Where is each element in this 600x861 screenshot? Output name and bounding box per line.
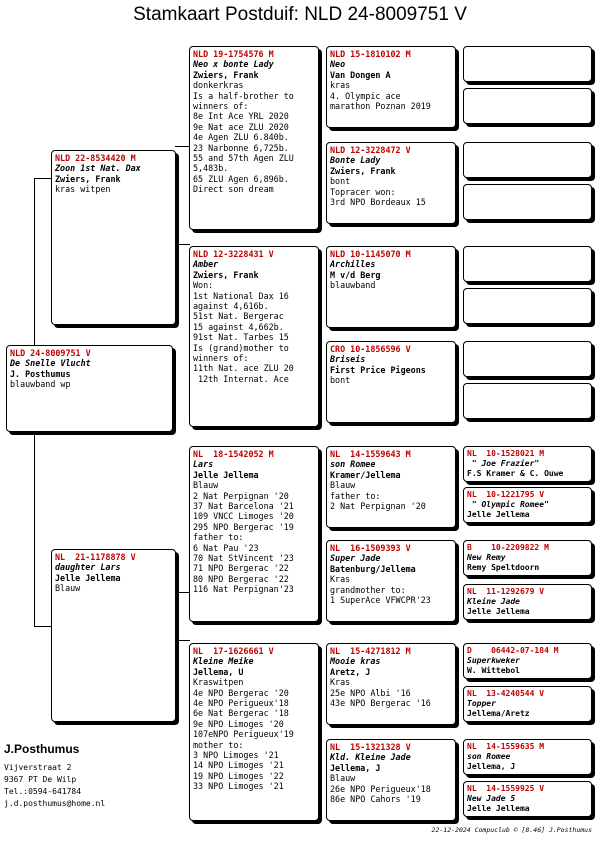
pigeon-info-line: 25e NPO Albi '16 bbox=[330, 687, 411, 698]
pigeon-name: Kld. Kleine Jade bbox=[330, 752, 411, 763]
pigeon-owner: Jelle Jellema bbox=[55, 572, 121, 583]
pigeon-info-line: 9e NPO Limoges '20 bbox=[193, 718, 284, 729]
pigeon-info-line: father to: bbox=[330, 490, 381, 501]
connector-line bbox=[34, 178, 35, 345]
pigeon-owner: Jelle Jellema bbox=[467, 804, 530, 813]
pigeon-info-line: Blauw bbox=[193, 480, 219, 491]
pigeon-info-line: Won: bbox=[193, 280, 214, 291]
pigeon-card-mfm bbox=[326, 540, 456, 622]
pigeon-info-line: 80 NPO Bergerac '22 bbox=[193, 573, 289, 584]
pigeon-owner: F.S Kramer & C. Ouwe bbox=[467, 469, 564, 478]
pigeon-info-line: 109 VNCC Limoges '20 bbox=[193, 511, 294, 522]
pigeon-info-line: Kraswitpen bbox=[193, 677, 244, 688]
pigeon-info-line: 37 Nat Barcelona '21 bbox=[193, 501, 294, 512]
ring-number: NLD 12-3228431 V bbox=[193, 249, 274, 259]
ring-number: NL 13-4240544 V bbox=[467, 689, 545, 698]
pigeon-info-line: 3rd NPO Bordeaux 15 bbox=[330, 197, 426, 208]
pigeon-name: Topper bbox=[467, 699, 496, 708]
pigeon-owner: Jelle Jellema bbox=[467, 510, 530, 519]
ring-number: NL 15-4271812 M bbox=[330, 646, 411, 656]
pigeon-info-line: 6e Nat Bergerac '18 bbox=[193, 708, 289, 719]
pigeon-owner: Jellema, U bbox=[193, 666, 244, 677]
pigeon-name: Kleine Meike bbox=[193, 656, 254, 667]
pigeon-name: Zoon 1st Nat. Dax bbox=[55, 163, 141, 174]
pigeon-info-line: 71 NPO Bergerac '22 bbox=[193, 563, 289, 574]
pigeon-info-line: 1st National Dax 16 bbox=[193, 290, 289, 301]
pigeon-info-line: 65 ZLU Agen 6,896b. bbox=[193, 173, 289, 184]
ring-number: NL 11-1292679 V bbox=[467, 587, 545, 596]
pigeon-card-empty bbox=[463, 383, 592, 419]
connector-line bbox=[175, 592, 190, 593]
breeder-name: J.Posthumus bbox=[4, 742, 80, 756]
connector-line bbox=[175, 146, 190, 147]
pigeon-owner: Zwiers, Frank bbox=[55, 173, 121, 184]
pigeon-info-line: kras bbox=[330, 80, 351, 91]
pigeon-card-empty bbox=[463, 288, 592, 324]
breeder-city: 9367 PT De Wilp bbox=[4, 775, 77, 784]
pigeon-info-line: 6 Nat Pau '23 bbox=[193, 542, 259, 553]
breeder-address: Vijverstraat 2 bbox=[4, 763, 72, 772]
pigeon-info-line: bont bbox=[330, 375, 351, 386]
pigeon-owner: Zwiers, Frank bbox=[330, 165, 396, 176]
pigeon-info-line: 5,483b. bbox=[193, 163, 229, 174]
breeder-email: j.d.posthumus@home.nl bbox=[4, 799, 106, 808]
ring-number: NLD 15-1810102 M bbox=[330, 49, 411, 59]
pigeon-card-ff bbox=[189, 46, 319, 230]
pigeon-info-line: 107eNPO Perigueux'19 bbox=[193, 729, 294, 740]
pigeon-info-line: Is a half-brother to bbox=[193, 90, 294, 101]
pigeon-name: Kleine Jade bbox=[467, 597, 520, 606]
connector-line bbox=[175, 244, 190, 245]
pigeon-card-fmm bbox=[326, 341, 456, 423]
pigeon-info-line: 1 SuperAce VFWCPR'23 bbox=[330, 595, 431, 606]
pigeon-info-line: 14 NPO Limoges '21 bbox=[193, 760, 284, 771]
pigeon-card-g4 bbox=[463, 643, 592, 679]
pigeon-info-line: 4e NPO Perigueux'18 bbox=[193, 698, 289, 709]
pigeon-name: Neo x bonte Lady bbox=[193, 59, 274, 70]
pigeon-name: New Jade 5 bbox=[467, 794, 516, 803]
ring-number: NLD 10-1145070 M bbox=[330, 249, 411, 259]
connector-line bbox=[34, 626, 52, 627]
pigeon-info-line: Kras bbox=[330, 574, 351, 585]
ring-number: NL 15-1321328 V bbox=[330, 742, 411, 752]
ring-number: NL 16-1509393 V bbox=[330, 543, 411, 553]
pigeon-owner: Jellema/Aretz bbox=[467, 709, 530, 718]
pigeon-info-line: 26e NPO Perigueux'18 bbox=[330, 783, 431, 794]
pigeon-info-line: 4. Olympic ace bbox=[330, 90, 401, 101]
ring-number: NL 10-1221795 V bbox=[467, 490, 545, 499]
pigeon-owner: Zwiers, Frank bbox=[193, 69, 259, 80]
pigeon-owner: M v/d Berg bbox=[330, 269, 381, 280]
breeder-phone: Tel.:0594-641784 bbox=[4, 787, 82, 796]
pigeon-info-line: 33 NPO Limoges '21 bbox=[193, 781, 284, 792]
ring-number: NLD 22-8534420 M bbox=[55, 153, 136, 163]
pigeon-info-line: Is (grand)mother to bbox=[193, 342, 289, 353]
pigeon-info-line: Topracer won: bbox=[330, 186, 396, 197]
pigeon-owner: First Price Pigeons bbox=[330, 364, 426, 375]
pigeon-card-g4 bbox=[463, 584, 592, 620]
pigeon-info-line: father to: bbox=[193, 532, 244, 543]
pigeon-info-line: 116 Nat Perpignan'23 bbox=[193, 584, 294, 595]
pigeon-card-mm bbox=[189, 643, 319, 821]
pigeon-card-mmf bbox=[326, 643, 456, 725]
pigeon-card-g4 bbox=[463, 446, 592, 482]
pigeon-info-line: 23 Narbonne 6,725b. bbox=[193, 142, 289, 153]
pigeon-owner: Aretz, J bbox=[330, 666, 371, 677]
pigeon-card-mmm bbox=[326, 739, 456, 821]
pigeon-name: son Romee bbox=[330, 459, 376, 470]
pigeon-owner: W. Wittebol bbox=[467, 666, 520, 675]
pigeon-name: Briseis bbox=[330, 354, 366, 365]
pigeon-card-ffm bbox=[326, 142, 456, 224]
page-title: Stamkaart Postduif: NLD 24-8009751 V bbox=[133, 4, 467, 25]
pigeon-card-empty bbox=[463, 341, 592, 377]
ring-number: NL 10-1528021 M bbox=[467, 449, 545, 458]
pigeon-card-empty bbox=[463, 184, 592, 220]
pigeon-info-line: blauwband bbox=[330, 280, 376, 291]
pigeon-info-line: 11th Nat. ace ZLU 20 bbox=[193, 363, 294, 374]
pigeon-info-line: Blauw bbox=[330, 773, 356, 784]
ring-number: NL 18-1542052 M bbox=[193, 449, 274, 459]
pigeon-info-line: 43e NPO Bergerac '16 bbox=[330, 698, 431, 709]
pigeon-card-g4 bbox=[463, 686, 592, 722]
pigeon-name: Amber bbox=[193, 259, 219, 270]
ring-number: NL 21-1178878 V bbox=[55, 552, 136, 562]
ring-number: NL 14-1559643 M bbox=[330, 449, 411, 459]
pigeon-info-line: 12th Internat. Ace bbox=[193, 373, 289, 384]
pigeon-info-line: Kras bbox=[330, 677, 351, 688]
pigeon-name: Archilles bbox=[330, 259, 376, 270]
pigeon-card-fff bbox=[326, 46, 456, 128]
pigeon-name: " Olympic Romee" bbox=[467, 500, 549, 509]
pigeon-owner: Jelle Jellema bbox=[467, 607, 530, 616]
pigeon-name: son Romee bbox=[467, 752, 511, 761]
pigeon-info-line: 51st Nat. Bergerac bbox=[193, 311, 284, 322]
pigeon-card-mff bbox=[326, 446, 456, 528]
pigeon-card-fmf bbox=[326, 246, 456, 328]
pigeon-info-line: 2 Nat Perpignan '20 bbox=[193, 490, 289, 501]
connector-line bbox=[175, 640, 190, 641]
ring-number: D 06442-07-184 M bbox=[467, 646, 559, 655]
pigeon-info-line: kras witpen bbox=[55, 184, 111, 195]
pigeon-info-line: mother to: bbox=[193, 739, 244, 750]
pigeon-name: " Joe Frazier" bbox=[467, 459, 540, 468]
pigeon-info-line: marathon Poznan 2019 bbox=[330, 101, 431, 112]
pigeon-name: Superkweker bbox=[467, 656, 520, 665]
pigeon-card-empty bbox=[463, 46, 592, 82]
pigeon-info-line: 4e NPO Bergerac '20 bbox=[193, 687, 289, 698]
pigeon-name: daughter Lars bbox=[55, 562, 121, 573]
pigeon-name: De Snelle Vlucht bbox=[10, 358, 91, 369]
pigeon-owner: Jellema, J bbox=[467, 762, 516, 771]
pigeon-card-subject bbox=[6, 345, 173, 432]
pigeon-card-g4 bbox=[463, 487, 592, 523]
pigeon-owner: Jelle Jellema bbox=[193, 469, 259, 480]
ring-number: CRO 10-1856596 V bbox=[330, 344, 411, 354]
pigeon-name: Super Jade bbox=[330, 553, 381, 564]
pigeon-owner: Batenburg/Jellema bbox=[330, 563, 416, 574]
pigeon-card-father bbox=[51, 150, 176, 325]
pigeon-card-g4 bbox=[463, 739, 592, 775]
footer-credit: 22-12-2024 Compuclub © [8.46] J.Posthumus bbox=[431, 826, 592, 834]
pigeon-info-line: 4e Agen ZLU 6.840b. bbox=[193, 132, 289, 143]
pigeon-card-mf bbox=[189, 446, 319, 622]
pigeon-info-line: bont bbox=[330, 176, 351, 187]
pigeon-info-line: Blauw bbox=[330, 480, 356, 491]
pigeon-name: Mooie kras bbox=[330, 656, 381, 667]
pigeon-card-mother bbox=[51, 549, 176, 722]
pigeon-info-line: donkerkras bbox=[193, 80, 244, 91]
pigeon-info-line: 19 NPO Limoges '22 bbox=[193, 770, 284, 781]
pigeon-card-empty bbox=[463, 142, 592, 178]
pigeon-card-empty bbox=[463, 88, 592, 124]
pigeon-info-line: winners of: bbox=[193, 353, 249, 364]
pigeon-name: Neo bbox=[330, 59, 346, 70]
pigeon-name: Lars bbox=[193, 459, 214, 470]
pigeon-owner: J. Posthumus bbox=[10, 368, 71, 379]
pigeon-info-line: blauwband wp bbox=[10, 379, 71, 390]
connector-line bbox=[34, 432, 35, 627]
pigeon-info-line: against 4,616b. bbox=[193, 301, 269, 312]
pigeon-info-line: Blauw bbox=[55, 583, 81, 594]
pigeon-info-line: 15 against 4,662b. bbox=[193, 321, 284, 332]
pigeon-card-g4 bbox=[463, 781, 592, 817]
ring-number: NLD 19-1754576 M bbox=[193, 49, 274, 59]
pigeon-owner: Zwiers, Frank bbox=[193, 269, 259, 280]
pigeon-info-line: 2 Nat Perpignan '20 bbox=[330, 501, 426, 512]
ring-number: B 10-2209822 M bbox=[467, 543, 549, 552]
pigeon-owner: Remy Speltdoorn bbox=[467, 563, 540, 572]
pigeon-info-line: 295 NPO Bergerac '19 bbox=[193, 521, 294, 532]
pigeon-info-line: 55 and 57th Agen ZLU bbox=[193, 153, 294, 164]
pigeon-owner: Kramer/Jellema bbox=[330, 469, 401, 480]
pigeon-owner: Jellema, J bbox=[330, 762, 381, 773]
ring-number: NLD 24-8009751 V bbox=[10, 348, 91, 358]
pigeon-owner: Van Dongen A bbox=[330, 69, 391, 80]
pigeon-info-line: 86e NPO Cahors '19 bbox=[330, 794, 421, 805]
pigeon-info-line: 91st Nat. Tarbes 15 bbox=[193, 332, 289, 343]
pigeon-info-line: grandmother to: bbox=[330, 584, 406, 595]
ring-number: NLD 12-3228472 V bbox=[330, 145, 411, 155]
pigeon-info-line: winners of: bbox=[193, 101, 249, 112]
pigeon-info-line: Direct son dream bbox=[193, 184, 274, 195]
ring-number: NL 14-1559635 M bbox=[467, 742, 545, 751]
pigeon-info-line: 70 Nat StVincent '23 bbox=[193, 553, 294, 564]
pigeon-info-line: 9e Nat ace ZLU 2020 bbox=[193, 121, 289, 132]
pigeon-card-fm bbox=[189, 246, 319, 427]
ring-number: NL 14-1559925 V bbox=[467, 784, 545, 793]
pigeon-card-empty bbox=[463, 246, 592, 282]
pigeon-name: New Remy bbox=[467, 553, 506, 562]
pigeon-info-line: 3 NPO Limoges '21 bbox=[193, 750, 279, 761]
ring-number: NL 17-1626661 V bbox=[193, 646, 274, 656]
connector-line bbox=[34, 178, 52, 179]
pigeon-info-line: 8e Int Ace YRL 2020 bbox=[193, 111, 289, 122]
pigeon-name: Bonte Lady bbox=[330, 155, 381, 166]
breeder-info bbox=[4, 742, 184, 810]
pigeon-card-g4 bbox=[463, 540, 592, 576]
